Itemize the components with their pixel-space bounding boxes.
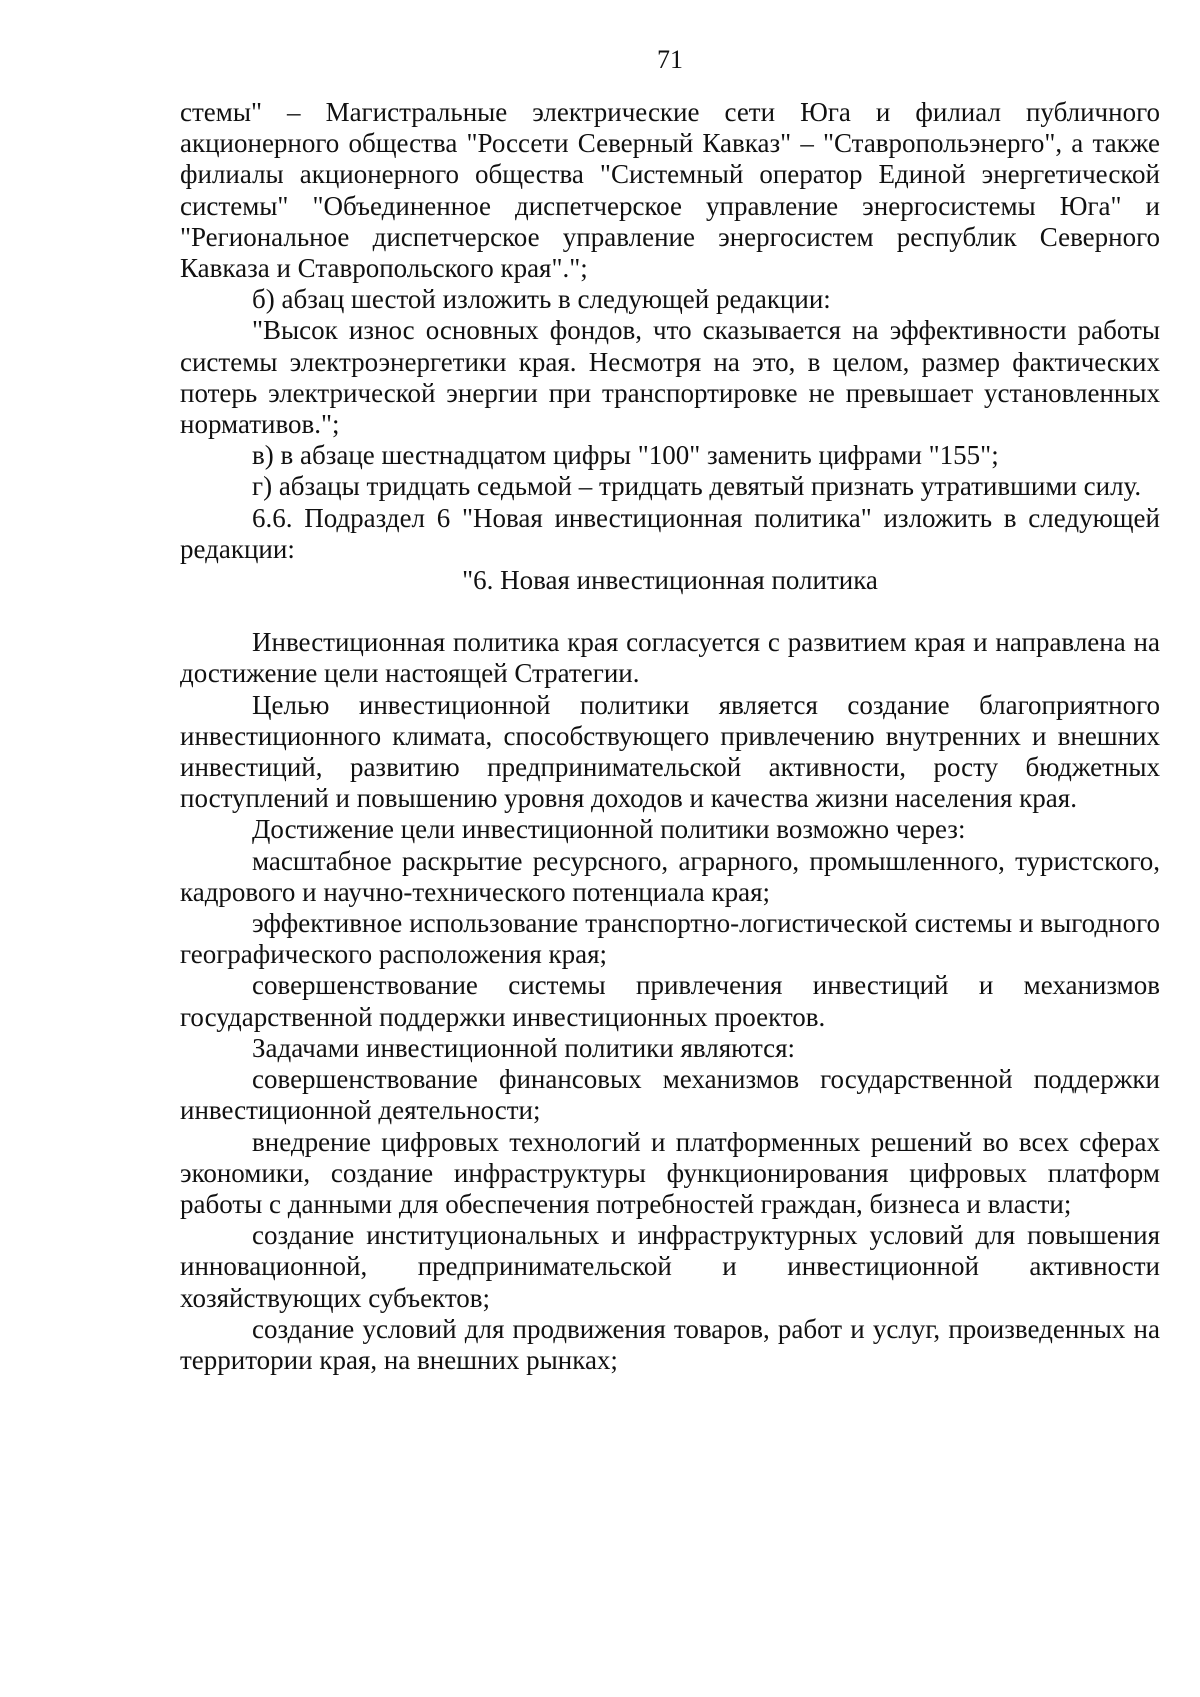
paragraph: создание условий для продвижения товаров, работ и услуг, произведенных на территории края, на внешних рынках; [180,1313,1160,1375]
paragraph: совершенствование финансовых механизмов государственной поддержки инвестиционной деятельности; [180,1064,1160,1126]
paragraph: Целью инвестиционной политики является создание благоприятного инвестиционного климата, способствующего привлечению внутренних и внешних инвестиций, развитию предпринимательской активности, росту бюджетных поступлений и повышению уровня доходов и качества жизни населения края. [180,689,1160,814]
paragraph: 6.6. Подраздел 6 "Новая инвестиционная политика" изложить в следующей редакции: [180,502,1160,564]
paragraph: совершенствование системы привлечения инвестиций и механизмов государственной поддержки инвестиционных проектов. [180,970,1160,1032]
paragraph: создание институциональных и инфраструктурных условий для повышения инновационной, предпринимательской и инвестиционной активности хозяйствующих субъектов; [180,1220,1160,1313]
page-number: 71 [657,45,683,74]
paragraph: эффективное использование транспортно-логистической системы и выгодного географического расположения края; [180,908,1160,970]
paragraph: Задачами инвестиционной политики являются: [252,1032,796,1063]
paragraph: Инвестиционная политика края согласуется с развитием края и направлена на достижение цели настоящей Стратегии. [180,627,1160,689]
paragraph: б) абзац шестой изложить в следующей редакции: [252,284,831,315]
paragraph: "Высок износ основных фондов, что сказывается на эффективности работы системы электроэнергетики края. Несмотря на это, в целом, размер фактических потерь электрической энергии при транспортировке не превышает установленных нормативов."; [180,315,1160,440]
paragraph: в) в абзаце шестнадцатом цифры "100" заменить цифрами "155"; [252,440,999,471]
paragraph: г) абзацы тридцать седьмой – тридцать девятый признать утратившими силу. [252,471,1142,502]
document-body [180,97,1160,1376]
paragraph: стемы" – Магистральные электрические сети Юга и филиал публичного акционерного общества "Россети Северный Кавказ" – "Ставропольэнерго", а также филиалы акционерного общества "Системный оператор Единой энергетической системы" "Объединенное диспетчерское управление энергосистемы Юга" и "Региональное диспетчерское управление энергосистем республик Северного Кавказа и Ставропольского края"."; [180,97,1160,284]
paragraph: Достижение цели инвестиционной политики возможно через: [252,814,966,845]
paragraph: внедрение цифровых технологий и платформенных решений во всех сферах экономики, создание инфраструктуры функционирования цифровых платформ работы с данными для обеспечения потребностей граждан, бизнеса и власти; [180,1126,1160,1219]
paragraph: масштабное раскрытие ресурсного, аграрного, промышленного, туристского, кадрового и научно-технического потенциала края; [180,845,1160,907]
section-heading: "6. Новая инвестиционная политика [462,565,878,596]
